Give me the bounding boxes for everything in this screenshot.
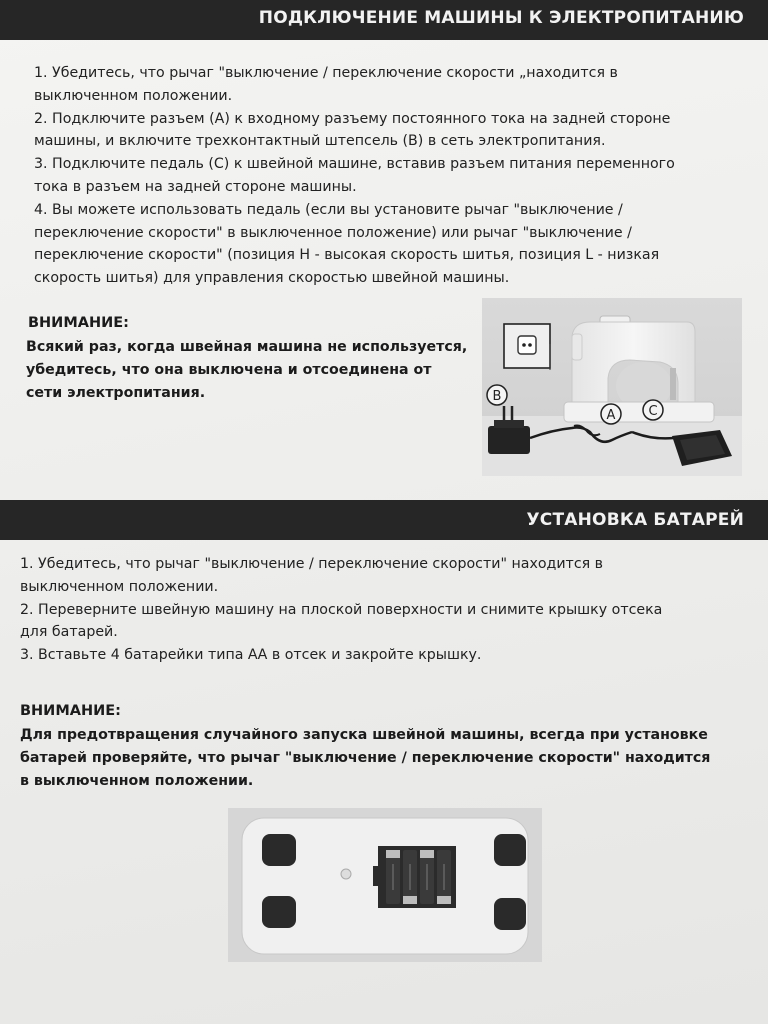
warning-line: Всякий раз, когда швейная машина не используется, [26, 339, 468, 355]
instruction-line: 2. Подключите разъем (А) к входному разъему постоянного тока на задней стороне [34, 110, 671, 127]
section-title-power: ПОДКЛЮЧЕНИЕ МАШИНЫ К ЭЛЕКТРОПИТАНИЮ [258, 8, 744, 28]
rubber-foot-icon [494, 834, 526, 866]
instruction-line: переключение скорости" в выключенное положение) или рычаг "выключение / [34, 224, 632, 241]
instruction-line: 4. Вы можете использовать педаль (если вы установите рычаг "выключение / [34, 201, 623, 218]
instruction-line: 3. Вставьте 4 батарейки типа АА в отсек и закройте крышку. [20, 647, 482, 664]
instruction-line: 1. Убедитесь, что рычаг "выключение / переключение скорости „находится в [34, 65, 618, 81]
instruction-line: выключенном положении. [20, 578, 219, 595]
instruction-line: скорость шитья) для управления скоростью швейной машины. [34, 270, 510, 287]
warning-line: сети электропитания. [26, 385, 206, 401]
instruction-line: выключенном положении. [34, 87, 233, 104]
sewing-machine-photo [482, 298, 742, 476]
warning-line: Для предотвращения случайного запуска швейной машины, всегда при установке [20, 727, 708, 743]
battery-compartment-photo [228, 808, 542, 962]
instruction-line: 2. Переверните швейную машину на плоской поверхности и снимите крышку отсека [20, 601, 663, 618]
batteries-icon [373, 846, 456, 908]
label-a: A [606, 408, 616, 423]
warning-line: батарей проверяйте, что рычаг "выключение / переключение скорости" находится [20, 750, 711, 766]
section-header-power [0, 0, 768, 40]
label-b-icon [487, 385, 507, 405]
label-c: C [648, 404, 658, 419]
section-header-batteries [0, 500, 768, 540]
battery-instructions [20, 553, 662, 667]
instruction-line: для батарей. [20, 624, 118, 641]
label-a-icon [601, 404, 621, 424]
warning-line: в выключенном положении. [20, 773, 254, 789]
section-title-batteries: УСТАНОВКА БАТАРЕЙ [526, 510, 744, 530]
power-instructions [34, 62, 675, 290]
instruction-line: 1. Убедитесь, что рычаг "выключение / переключение скорости" находится в [20, 556, 604, 572]
rubber-foot-icon [494, 898, 526, 930]
warning-text-power [26, 336, 467, 405]
instruction-line: 3. Подключите педаль (С) к швейной машине, вставив разъем питания переменного [34, 156, 675, 173]
instruction-line: тока в разъем на задней стороне машины. [34, 178, 357, 195]
instruction-line: переключение скорости" (позиция Н - высокая скорость шитья, позиция L - низкая [34, 247, 660, 264]
instruction-line: машины, и включите трехконтактный штепсель (В) в сеть электропитания. [34, 133, 606, 150]
warning-text-batteries [20, 724, 710, 793]
warning-line: убедитесь, что она выключена и отсоединена от [26, 362, 432, 378]
label-c-icon [643, 400, 663, 420]
warning-title-power: ВНИМАНИЕ: [28, 315, 129, 331]
wall-socket-icon [504, 324, 550, 370]
rubber-foot-icon [262, 896, 296, 928]
label-b: B [492, 389, 502, 404]
rubber-foot-icon [262, 834, 296, 866]
warning-title-batteries: ВНИМАНИЕ: [20, 703, 121, 719]
sewing-machine-icon [564, 316, 714, 422]
